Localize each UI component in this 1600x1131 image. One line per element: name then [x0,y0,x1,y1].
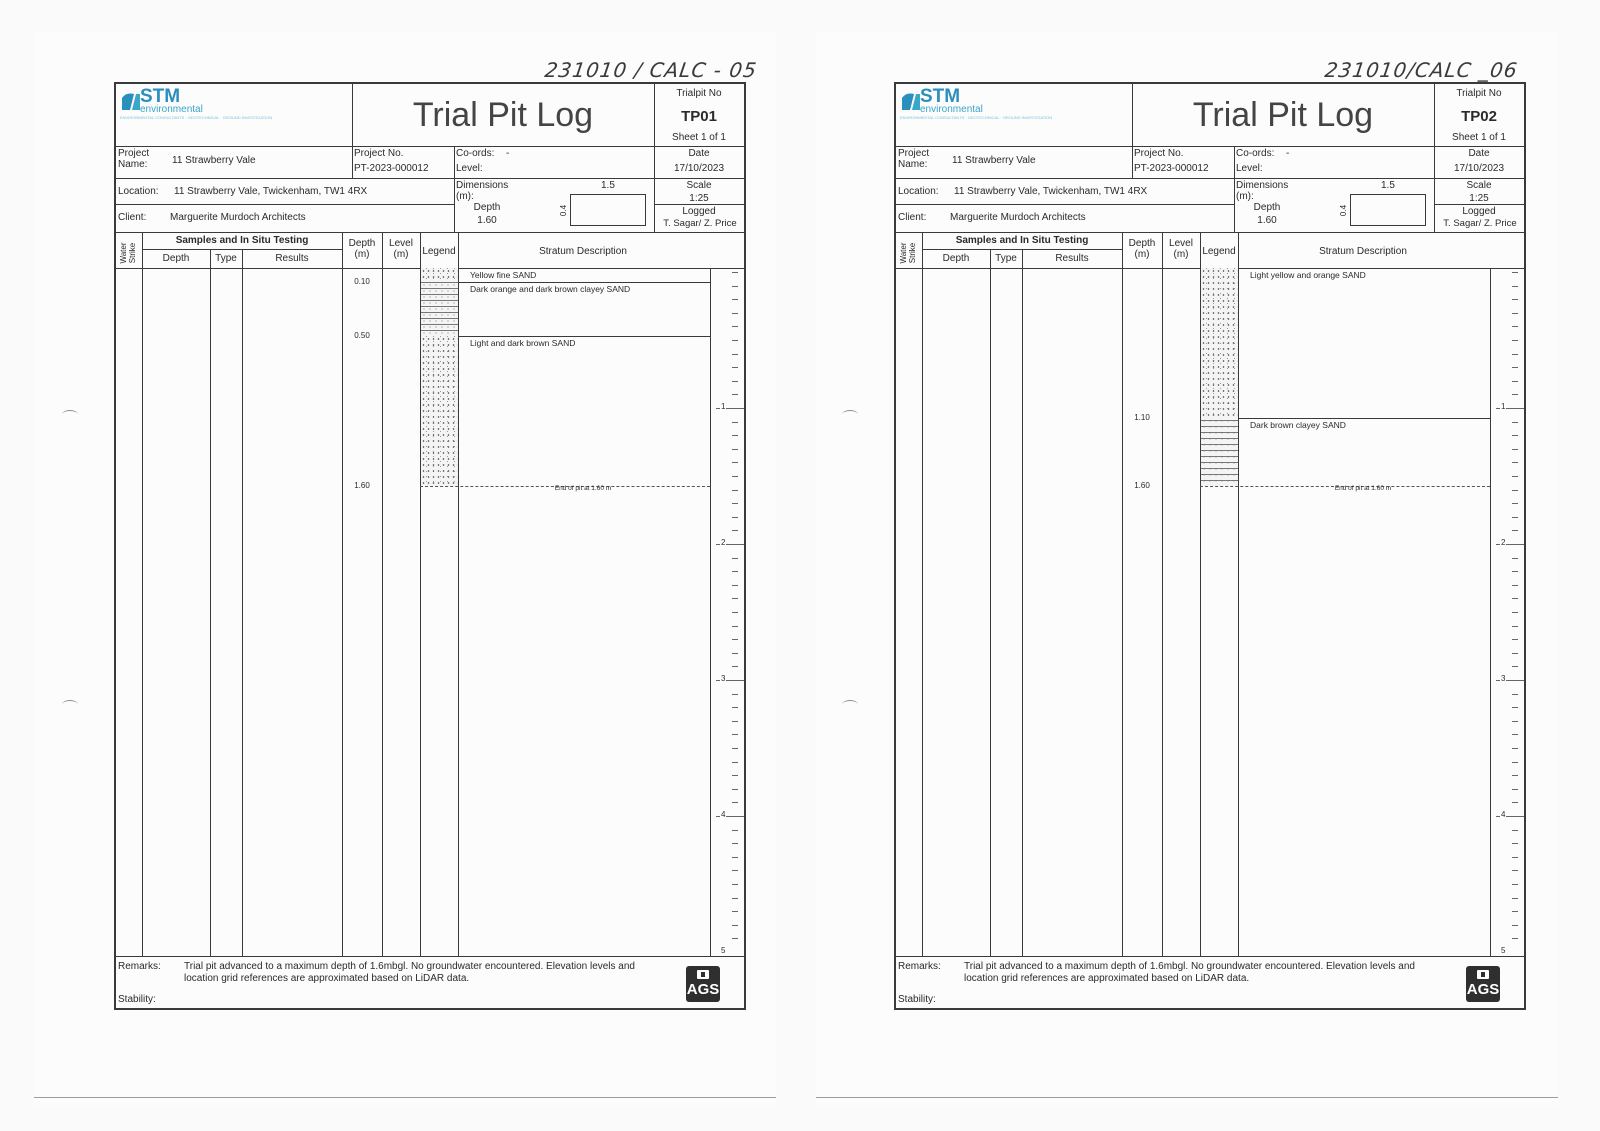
page-title: Trial Pit Log [412,96,594,134]
coords-label: Co-ords: [456,148,495,159]
dimensions-label: Dimensions (m): [456,180,509,202]
logo-name: STM [920,86,961,107]
level-label: Level: [1236,163,1263,174]
trialpit-no-label: Trialpit No [676,88,722,99]
trialpit-number: TP02 [1461,108,1497,125]
floppy-disk-icon [1477,970,1489,979]
scale-tick [1512,558,1518,559]
scale-label: 3 [721,674,726,683]
scale-tick [1512,381,1518,382]
scale-tick [732,612,738,613]
scale-label: 2 [1501,538,1506,547]
col-water-strike: Water Strike [119,242,137,264]
remarks-text: Trial pit advanced to a maximum depth of 1.6mbgl. No groundwater encountered. Elevation levels and location grid references are approximated based on LiDAR data. [184,961,635,984]
scale-tick [732,802,738,803]
scale-value: 1:25 [1469,193,1489,204]
scale-tick [732,938,738,939]
client-label: Client: [118,212,147,223]
scale-tick [1512,272,1518,273]
depth-marker: 1.60 [354,480,370,490]
stratum-legend-sand [421,268,458,282]
scale-tick [1512,394,1518,395]
col-water-strike: Water Strike [899,242,917,264]
col-legend: Legend [422,246,456,257]
scale-tick [732,354,738,355]
project-no-label: Project No. [354,148,404,159]
depth-value: 1.60 [477,215,497,226]
scale-tick [1512,830,1518,831]
col-legend: Legend [1202,246,1236,257]
scale-tick [732,381,738,382]
scale-label: 4 [1501,810,1506,819]
stratum-legend-clayey [421,282,458,336]
punch-hole-mark [842,410,858,419]
log-body [896,268,1524,956]
scale-tick [1512,639,1518,640]
col-results: Results [275,253,309,264]
stability-label: Stability: [898,994,936,1005]
col-stratum: Stratum Description [1319,246,1407,257]
scale-tick [732,721,738,722]
scale-tick [732,598,738,599]
scale-tick [1512,938,1518,939]
scale-tick [1512,707,1518,708]
col-depth-m: Depth (m) [348,238,376,260]
scale-tick [1512,911,1518,912]
logged-value: T. Sagar/ Z. Price [1443,218,1517,229]
scale-tick [732,789,738,790]
coords-value: - [506,148,510,159]
dimension-width: 0.4 [1339,204,1349,217]
scale-tick [732,286,738,287]
scale-label: 5 [1501,946,1506,955]
col-results: Results [1055,253,1089,264]
scale-label: 1 [721,402,726,411]
scale-tick [732,272,738,273]
date-label: Date [1468,148,1490,159]
client-value: Marguerite Murdoch Architects [170,212,306,223]
client-label: Client: [898,212,927,223]
trial-pit-log-sheet [890,56,1540,1056]
location-label: Location: [118,186,159,197]
col-depth: Depth [162,253,190,264]
scale-tick [732,367,738,368]
ags-text: AGS [686,981,720,998]
scale-label: 4 [721,810,726,819]
scale-tick [732,626,738,627]
scale-tick [732,313,738,314]
scale-tick [1512,626,1518,627]
trialpit-number: TP01 [681,108,717,125]
stratum-description: Light yellow and orange SAND [1250,270,1366,280]
stratum-boundary [458,336,710,337]
scale-tick [732,476,738,477]
page-title: Trial Pit Log [1192,96,1374,134]
col-samples: Samples and In Situ Testing [955,235,1089,246]
scale-tick [732,843,738,844]
scale-tick [1512,598,1518,599]
ags-logo [686,966,720,1002]
scale-tick [1512,326,1518,327]
scale-value: 1:25 [689,193,709,204]
scale-tick [732,422,738,423]
scale-tick [1512,612,1518,613]
scale-tick [732,299,738,300]
scale-tick [732,857,738,858]
scale-tick [1512,462,1518,463]
scale-tick [1512,898,1518,899]
project-no: PT-2023-000012 [354,163,429,174]
remarks-label: Remarks: [898,961,941,972]
scale-tick [732,517,738,518]
col-depth-m: Depth (m) [1128,238,1156,260]
remarks-text: Trial pit advanced to a maximum depth of 1.6mbgl. No groundwater encountered. Elevation levels and location grid references are approximated based on LiDAR data. [964,961,1415,984]
dimensions-label: Dimensions (m): [1236,180,1289,202]
scale-tick [732,490,738,491]
ags-logo [1466,966,1500,1002]
scale-tick [1512,354,1518,355]
project-name: 11 Strawberry Vale [952,155,1036,166]
scale-label: 1 [1501,402,1506,411]
logo-tagline: ENVIRONMENTAL CONSULTANTS · GEOTECHNICAL · GROUND INVESTIGATION [120,115,273,120]
scale-tick [1512,666,1518,667]
scale-label: 5 [721,946,726,955]
col-stratum: Stratum Description [539,246,627,257]
scale-tick [732,558,738,559]
scale-tick [732,734,738,735]
logo-tagline: ENVIRONMENTAL CONSULTANTS · GEOTECHNICAL · GROUND INVESTIGATION [900,115,1053,120]
dimension-length: 1.5 [601,180,615,191]
scale-tick [1512,762,1518,763]
scale-tick [1512,721,1518,722]
scale-tick [732,435,738,436]
location-label: Location: [898,186,939,197]
punch-hole-mark [842,700,858,709]
stratum-legend-sand [421,336,458,486]
scale-tick [1512,585,1518,586]
scale-tick [1512,286,1518,287]
stratum-boundary [1238,418,1490,419]
scale-tick [732,884,738,885]
project-name: 11 Strawberry Vale [172,155,256,166]
date-label: Date [688,148,710,159]
scale-tick [1512,789,1518,790]
scale-tick [1512,530,1518,531]
dimension-width: 0.4 [559,204,569,217]
scale-tick [1512,694,1518,695]
date-value: 17/10/2023 [673,163,725,174]
scale-tick [732,748,738,749]
logged-label: Logged [1462,206,1496,217]
col-level-m: Level (m) [389,238,413,260]
scale-tick [732,707,738,708]
scale-label: 2 [721,538,726,547]
stm-logo-icon [120,90,142,112]
stratum-description: Dark orange and dark brown clayey SAND [470,283,631,294]
logo-subtitle: environmental [920,104,983,115]
scale-tick [732,694,738,695]
col-samples: Samples and In Situ Testing [175,235,309,246]
scale-tick [1512,802,1518,803]
scale-tick [1512,299,1518,300]
scale-label: 3 [1501,674,1506,683]
scale-tick [1512,571,1518,572]
coords-value: - [1286,148,1290,159]
depth-marker: 0.10 [354,276,370,286]
stratum-description: Yellow fine SAND [470,270,537,280]
scan-edge-left [34,1097,776,1098]
scale-tick [732,585,738,586]
end-of-pit-text: End of pit at 1.60 m [554,484,612,492]
scale-tick [732,340,738,341]
scale-tick [732,762,738,763]
depth-marker: 1.10 [1134,412,1150,422]
dimension-length: 1.5 [1381,180,1395,191]
scale-tick [1512,925,1518,926]
depth-label: Depth [1253,202,1281,213]
depth-label: Depth [473,202,501,213]
dimension-box [1350,194,1426,226]
scale-tick [732,911,738,912]
punch-hole-mark [62,700,78,709]
col-level-m: Level (m) [1169,238,1193,260]
logo-subtitle: environmental [140,104,203,115]
location-value: 11 Strawberry Vale, Twickenham, TW1 4RX [954,186,1148,197]
sheet-number: Sheet 1 of 1 [672,132,726,143]
scale-tick [732,530,738,531]
depth-marker: 1.60 [1134,480,1150,490]
log-frame [114,82,746,1010]
scale-tick [1512,313,1518,314]
scale-tick [1512,517,1518,518]
logo-name: STM [140,86,181,107]
handwritten-reference: 231010 / CALC - 05 [543,58,759,82]
location-value: 11 Strawberry Vale, Twickenham, TW1 4RX [174,186,368,197]
scale-tick [1512,367,1518,368]
level-label: Level: [456,163,483,174]
scan-edge-right [816,1097,1558,1098]
scale-tick [1512,653,1518,654]
company-logo [116,84,352,146]
end-of-pit-text: End of pit at 1.60 m [1334,484,1392,492]
scale-tick [1512,857,1518,858]
client-value: Marguerite Murdoch Architects [950,212,1086,223]
coords-label: Co-ords: [1236,148,1275,159]
project-no: PT-2023-000012 [1134,163,1209,174]
scale-tick [732,449,738,450]
col-depth: Depth [942,253,970,264]
stratum-description: Dark brown clayey SAND [1250,419,1346,430]
scale-tick [732,653,738,654]
scale-tick [1512,490,1518,491]
depth-value: 1.60 [1257,215,1277,226]
stability-label: Stability: [118,994,156,1005]
sheet-number: Sheet 1 of 1 [1452,132,1506,143]
scale-label: Scale [686,180,712,191]
scale-tick [1512,476,1518,477]
scale-tick [732,394,738,395]
log-body [116,268,744,956]
scale-tick [1512,734,1518,735]
scale-tick [732,639,738,640]
depth-marker: 0.50 [354,331,370,340]
scale-tick [1512,884,1518,885]
scale-tick [1512,748,1518,749]
scale-tick [732,462,738,463]
company-logo [896,84,1132,146]
scale-tick [1512,449,1518,450]
floppy-disk-icon [697,970,709,979]
logged-value: T. Sagar/ Z. Price [663,218,737,229]
col-type: Type [995,253,1017,264]
scale-tick [1512,843,1518,844]
scale-tick [732,326,738,327]
scale-tick [1512,775,1518,776]
stratum-legend-sand [1201,268,1238,418]
trial-pit-log-sheet [110,56,760,1056]
log-frame [894,82,1526,1010]
scale-tick [1512,340,1518,341]
scale-tick [732,666,738,667]
project-name-label: Project Name: [898,148,930,170]
logged-label: Logged [682,206,716,217]
stratum-boundary [458,282,710,283]
date-value: 17/10/2023 [1453,163,1505,174]
scale-label: Scale [1466,180,1492,191]
handwritten-reference: 231010/CALC _06 [1323,58,1520,82]
scale-tick [732,898,738,899]
scale-tick [1512,503,1518,504]
scale-tick [1512,422,1518,423]
scale-tick [732,775,738,776]
col-type: Type [215,253,237,264]
dimension-box [570,194,646,226]
scale-tick [732,925,738,926]
scale-tick [732,503,738,504]
remarks-label: Remarks: [118,961,161,972]
scale-tick [1512,435,1518,436]
ags-text: AGS [1466,981,1500,998]
scale-tick [732,571,738,572]
punch-hole-mark [62,410,78,419]
stm-logo-icon [900,90,922,112]
scale-tick [732,830,738,831]
scale-tick [1512,870,1518,871]
project-no-label: Project No. [1134,148,1184,159]
project-name-label: Project Name: [118,148,150,170]
stratum-description: Light and dark brown SAND [470,338,576,348]
scale-tick [732,870,738,871]
trialpit-no-label: Trialpit No [1456,88,1502,99]
stratum-legend-clayey [1201,418,1238,486]
